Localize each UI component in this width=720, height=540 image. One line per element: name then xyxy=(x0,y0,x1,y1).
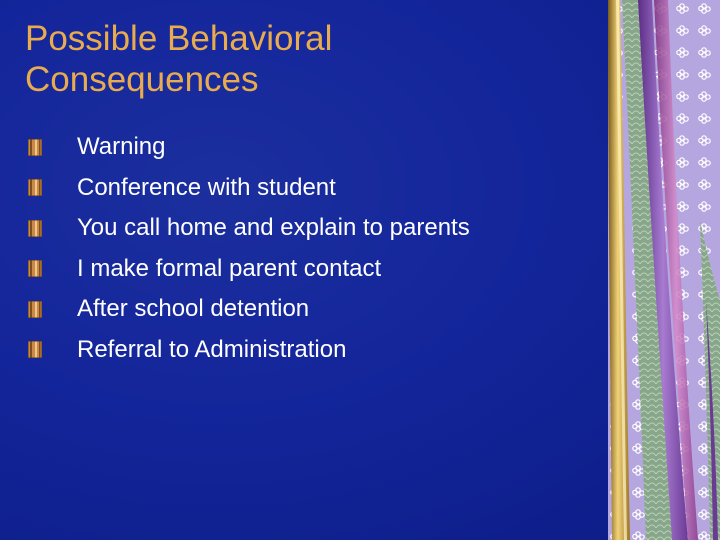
floral-ribbon-decoration xyxy=(608,0,720,540)
striped-square-bullet-icon xyxy=(28,179,42,196)
striped-square-bullet-icon xyxy=(28,260,42,277)
bullet-item xyxy=(28,330,470,371)
slide-title-line-1: Possible Behavioral xyxy=(25,19,333,58)
bullet-text: I make formal parent contact xyxy=(77,254,382,282)
striped-square-bullet-icon xyxy=(28,341,42,358)
bullet-list xyxy=(28,127,470,370)
bullet-item xyxy=(28,249,470,290)
bullet-item xyxy=(28,289,470,330)
bullet-item xyxy=(28,208,470,249)
bullet-text: Conference with student xyxy=(77,173,336,201)
slide-title-line-2: Consequences xyxy=(25,60,259,99)
bullet-text: Warning xyxy=(77,133,166,161)
bullet-text: After school detention xyxy=(77,295,310,323)
bullet-item xyxy=(28,127,470,168)
bullet-item xyxy=(28,168,470,209)
striped-square-bullet-icon xyxy=(28,139,42,156)
bullet-text: Referral to Administration xyxy=(77,335,347,363)
bullet-text: You call home and explain to parents xyxy=(77,214,470,242)
striped-square-bullet-icon xyxy=(28,301,42,318)
striped-square-bullet-icon xyxy=(28,220,42,237)
slide-title xyxy=(25,18,585,100)
